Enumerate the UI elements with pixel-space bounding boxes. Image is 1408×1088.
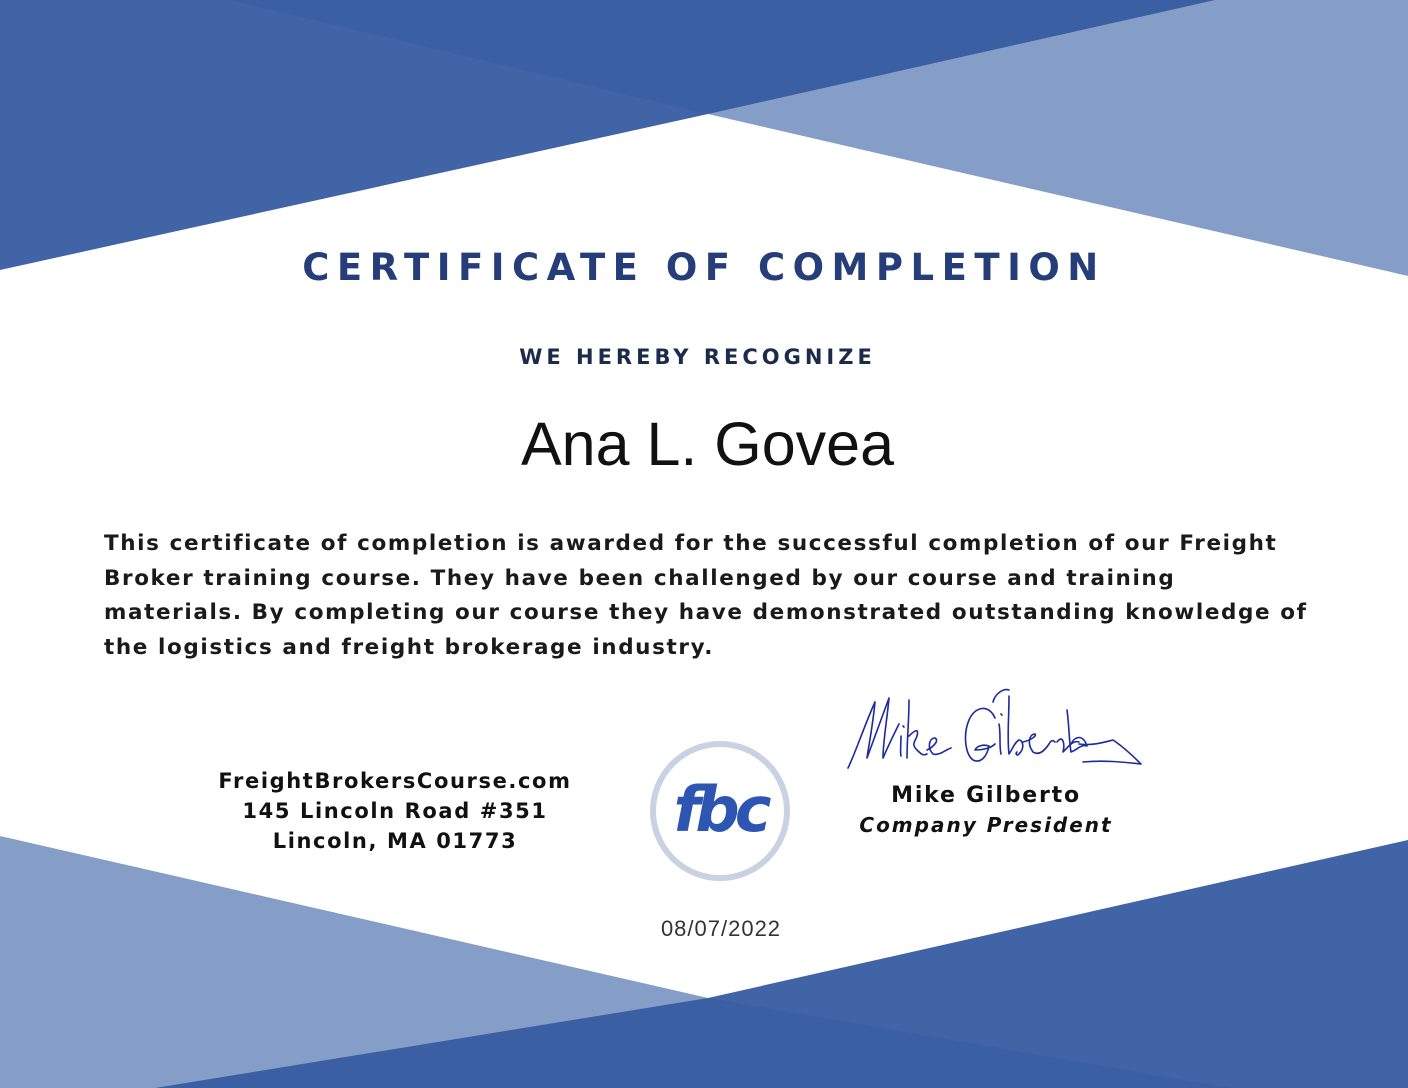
organization-website: FreightBrokersCourse.com <box>218 769 572 793</box>
signatory-name: Mike Gilberto <box>891 783 1081 808</box>
address-line-2: Lincoln, MA 01773 <box>272 829 518 853</box>
certificate-title: CERTIFICATE OF COMPLETION <box>302 246 1106 289</box>
recognize-line: WE HEREBY RECOGNIZE <box>519 345 876 369</box>
recipient-name: Ana L. Govea <box>520 410 895 478</box>
signatory-title: Company President <box>859 813 1113 837</box>
address-line-1: 145 Lincoln Road #351 <box>242 799 548 823</box>
certificate-date: 08/07/2022 <box>660 916 782 941</box>
organization-address <box>190 766 600 856</box>
certificate-body-text: This certificate of completion is awarded for the successful completion of our Freight Broker training course. They have been challenged by our course and training materials. By completing our course they have demonstrated outstanding knowledge of the logistics and freight brokerage industry. <box>104 531 1308 660</box>
logo-text: fbc <box>673 773 767 846</box>
handwritten-signature-icon <box>843 684 1143 776</box>
fbc-logo-icon <box>648 739 792 883</box>
